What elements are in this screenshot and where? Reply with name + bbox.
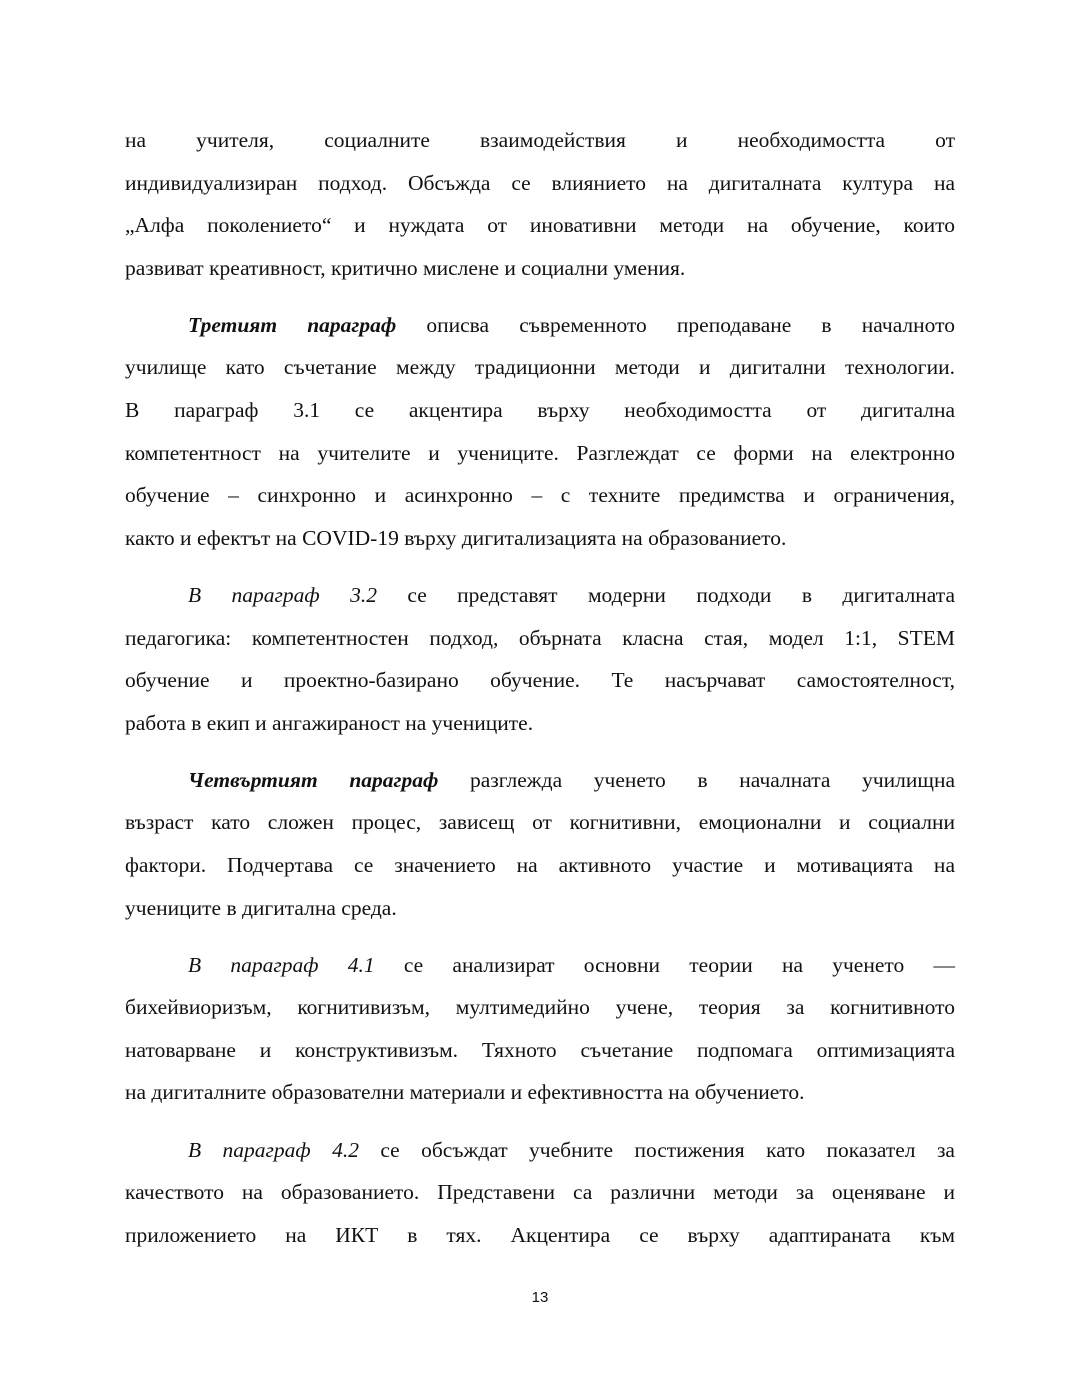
text-line: компетентност на учителите и учениците. Разглеждат се форми на електронно	[125, 440, 955, 465]
paragraph-heading: В параграф 4.2	[188, 1137, 359, 1162]
paragraph	[125, 574, 955, 744]
text-line	[125, 1129, 955, 1172]
text-line: В параграф 3.1 се акцентира върху необходимостта от дигитална	[125, 398, 955, 423]
text-line: фактори. Подчертава се значението на активното участие и мотивацията на	[125, 853, 955, 877]
text-line: бихейвиоризъм, когнитивизъм, мултимедийно учене, теория за когнитивното	[125, 995, 955, 1020]
text-line: индивидуализиран подход. Обсъжда се влиянието на дигиталната култура на	[125, 170, 955, 195]
text-line: както и ефектът на COVID-19 върху дигитализацията на образованието.	[125, 525, 787, 550]
text-run: се представят модерни подходи в дигиталната	[377, 582, 955, 607]
text-line: възраст като сложен процес, зависещ от когнитивни, емоционални и социални	[125, 810, 955, 835]
text-line: учениците в дигитална среда.	[125, 895, 397, 920]
text-line: педагогика: компетентностен подход, обърната класна стая, модел 1:1, STEM	[125, 625, 955, 650]
text-line: натоварване и конструктивизъм. Тяхното съчетание подпомага оптимизацията	[125, 1037, 955, 1062]
text-line	[125, 759, 955, 802]
text-line: развиват креативност, критично мислене и социални умения.	[125, 255, 686, 280]
text-run: разглежда ученето в началната училищна	[438, 767, 955, 792]
text-run: описва съвременното преподаване в началното	[396, 312, 955, 337]
text-line: работа в екип и ангажираност на учениците.	[125, 710, 534, 735]
text-line	[125, 304, 955, 347]
paragraph	[125, 944, 955, 1114]
text-line	[125, 574, 955, 617]
text-line	[125, 944, 955, 987]
document-page	[125, 119, 955, 1256]
paragraph	[125, 759, 955, 929]
paragraph-heading: В параграф 4.1	[188, 952, 375, 977]
paragraph	[125, 119, 955, 289]
text-line: обучение – синхронно и асинхронно – с техните предимства и ограничения,	[125, 483, 955, 508]
page-number: 13	[531, 1289, 549, 1306]
paragraph	[125, 1129, 955, 1257]
text-line: „Алфа поколението“ и нуждата от иновативни методи на обучение, които	[125, 213, 955, 238]
text-run: се анализират основни теории на ученето —	[374, 952, 955, 977]
text-line: училище като съчетание между традиционни методи и дигитални технологии.	[125, 355, 955, 380]
text-line: качеството на образованието. Представени са различни методи за оценяване и	[125, 1180, 955, 1205]
paragraph-heading: В параграф 3.2	[188, 582, 377, 607]
paragraph-heading: Третият параграф	[188, 312, 397, 337]
text-line: обучение и проектно-базирано обучение. Те насърчават самостоятелност,	[125, 668, 955, 693]
paragraph-heading: Четвъртият параграф	[188, 767, 439, 792]
text-run: се обсъждат учебните постижения като показател за	[358, 1137, 955, 1162]
text-line: на дигиталните образователни материали и ефективността на обучението.	[125, 1080, 805, 1105]
paragraph	[125, 304, 955, 560]
text-line: приложението на ИКТ в тях. Акцентира се върху адаптираната към	[125, 1222, 955, 1247]
text-line: на учителя, социалните взаимодействия и необходимостта от	[125, 128, 955, 152]
